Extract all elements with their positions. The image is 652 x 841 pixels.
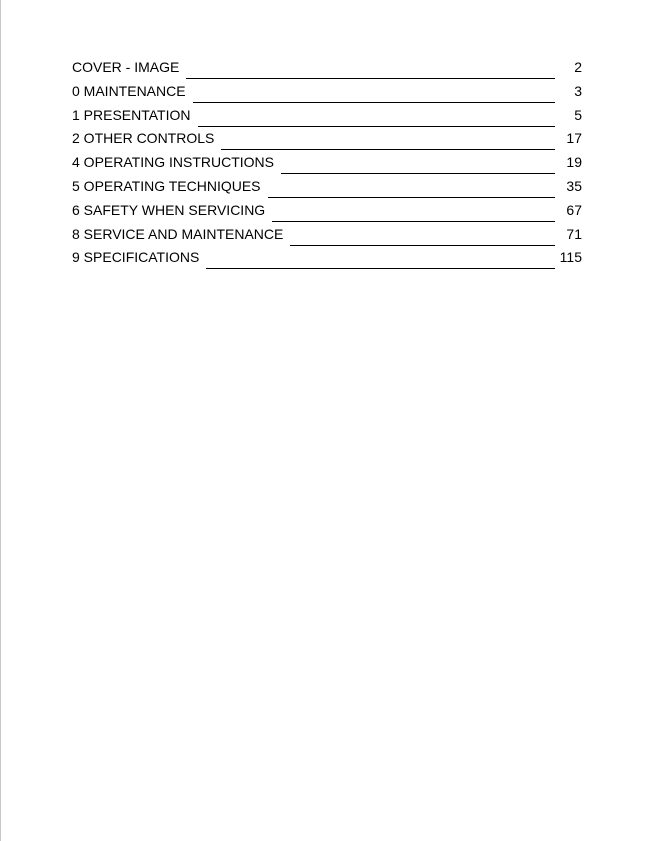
toc-entry-title: 2 OTHER CONTROLS <box>72 130 215 147</box>
toc-entry-page: 17 <box>566 130 582 147</box>
toc-leader-line <box>221 129 555 150</box>
toc-entry-specifications[interactable] <box>72 248 582 272</box>
page-edge <box>0 0 1 841</box>
toc-entry-page: 3 <box>574 82 582 99</box>
toc-entry-title: 6 SAFETY WHEN SERVICING <box>72 201 266 218</box>
toc-entry-page: 115 <box>559 249 582 266</box>
toc-entry-operating-techniques[interactable] <box>72 177 582 201</box>
toc-leader-line <box>206 248 555 269</box>
toc-leader-line <box>290 225 555 246</box>
toc-entry-title: 4 OPERATING INSTRUCTIONS <box>72 154 274 171</box>
toc-entry-operating-instructions[interactable] <box>72 153 582 177</box>
toc-leader-line <box>186 58 555 79</box>
toc-entry-maintenance[interactable] <box>72 82 582 106</box>
toc-entry-title: 8 SERVICE AND MAINTENANCE <box>72 225 284 242</box>
toc-entry-presentation[interactable] <box>72 106 582 130</box>
table-of-contents <box>72 58 582 272</box>
toc-entry-page: 5 <box>574 106 582 123</box>
toc-entry-page: 67 <box>566 201 582 218</box>
toc-entry-other-controls[interactable] <box>72 129 582 153</box>
toc-entry-page: 71 <box>566 225 582 242</box>
toc-entry-service-and-maintenance[interactable] <box>72 225 582 249</box>
toc-entry-title: 1 PRESENTATION <box>72 106 191 123</box>
toc-leader-line <box>281 153 555 174</box>
toc-entry-cover-image[interactable] <box>72 58 582 82</box>
toc-entry-title: 9 SPECIFICATIONS <box>72 249 200 266</box>
toc-leader-line <box>272 201 555 222</box>
toc-entry-safety-when-servicing[interactable] <box>72 201 582 225</box>
toc-entry-page: 2 <box>574 59 582 75</box>
toc-leader-line <box>268 177 555 198</box>
toc-entry-page: 19 <box>566 154 582 171</box>
toc-leader-line <box>198 106 555 127</box>
toc-entry-title: COVER - IMAGE <box>72 59 180 75</box>
toc-entry-title: 0 MAINTENANCE <box>72 82 186 99</box>
toc-entry-page: 35 <box>566 177 582 194</box>
toc-entry-title: 5 OPERATING TECHNIQUES <box>72 177 261 194</box>
toc-leader-line <box>193 82 555 103</box>
